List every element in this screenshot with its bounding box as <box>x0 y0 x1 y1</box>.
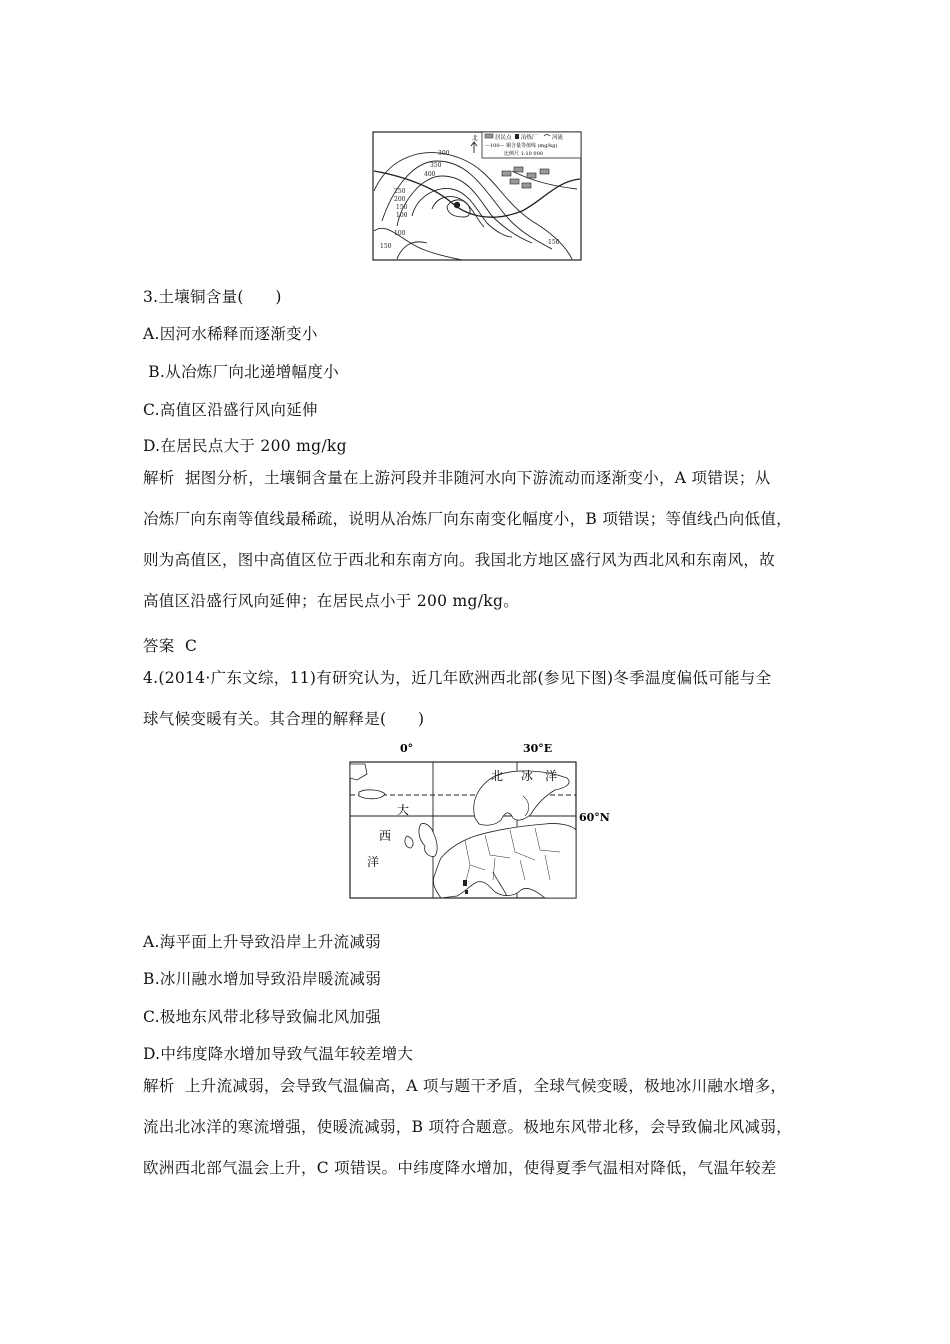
q4-analysis-heading: 解析 <box>143 1077 175 1095</box>
contour-label: 150 <box>548 239 560 246</box>
q4-option-b: B.冰川融水增加导致沿岸暖流减弱 <box>143 970 382 988</box>
legend-smelter: 冶炼厂 <box>521 135 538 141</box>
q3-option-c: C.高值区沿盛行风向延伸 <box>143 401 318 419</box>
contour-label: 350 <box>430 162 442 169</box>
legend-isoline-sample: —100— <box>485 143 505 149</box>
contour-label: 100 <box>394 230 406 237</box>
q3-option-d: D.在居民点大于 200 mg/kg <box>143 437 347 455</box>
legend-residential: 居民点 <box>495 135 512 141</box>
ocean-char-xi: 西 <box>379 829 392 843</box>
q3-analysis-line-1: 解析 据图分析，土壤铜含量在上游河段并非随河水向下游流动而逐渐变小，A 项错误；从 <box>143 458 818 499</box>
q4-stem-line-2: 球气候变暖有关。其合理的解释是( ) <box>143 710 425 728</box>
q4-option-c: C.极地东风带北移导致偏北风加强 <box>143 1008 382 1026</box>
contour-label: 250 <box>394 188 406 195</box>
contour-label: 100 <box>396 212 408 219</box>
q4-option-a: A.海平面上升导致沿岸上升流减弱 <box>143 933 381 951</box>
contour-label: 300 <box>438 150 450 157</box>
ocean-char-da: 大 <box>397 803 410 817</box>
copper-map-svg <box>372 131 582 261</box>
q4-analysis-line-3: 欧洲西北部气温会上升，C 项错误。中纬度降水增加，使得夏季气温相对降低，气温年较差 <box>143 1159 777 1177</box>
lon-30-label: 30°E <box>523 742 553 755</box>
europe-map <box>345 740 615 902</box>
contour-label: 400 <box>424 171 436 178</box>
q4-option-d: D.中纬度降水增加导致气温年较差增大 <box>143 1045 414 1063</box>
contour-label: 150 <box>380 243 392 250</box>
ocean-char-bing: 冰 <box>521 769 534 783</box>
legend-river: 河流 <box>552 135 564 141</box>
ocean-char-yang1: 洋 <box>545 769 558 783</box>
legend-isoline: 铜含量等值线 (mg/kg) <box>506 143 558 149</box>
contour-label: 200 <box>394 196 406 203</box>
ocean-char-bei: 北 <box>491 769 504 783</box>
q4-analysis-line-1: 解析 上升流减弱，会导致气温偏高，A 项与题干矛盾，全球气候变暖，极地冰川融水增多， <box>143 1066 818 1107</box>
lat-60-label: 60°N <box>579 811 610 824</box>
contour-label: 150 <box>396 204 408 211</box>
q3-analysis <box>143 458 818 622</box>
q3-answer-value: C <box>185 637 198 655</box>
q3-answer-heading: 答案 <box>143 637 175 655</box>
europe-map-svg <box>345 740 615 902</box>
q3-analysis-line-2: 冶炼厂向东南等值线最稀疏，说明从冶炼厂向东南变化幅度小，B 项错误；等值线凸向低值， <box>143 510 792 528</box>
north-label: 北 <box>472 135 479 142</box>
q3-stem: 3.土壤铜含量( ) <box>143 288 282 306</box>
q3-analysis-line-4: 高值区沿盛行风向延伸；在居民点小于 200 mg/kg。 <box>143 592 519 610</box>
lon-0-label: 0° <box>400 742 414 755</box>
q4-stem-line-1: 4.(2014·广东文综，11)有研究认为，近几年欧洲西北部(参见下图)冬季温度偏低可能与全 <box>143 669 772 687</box>
q3-option-a: A.因河水稀释而逐渐变小 <box>143 325 318 343</box>
q4-analysis-line-2: 流出北冰洋的寒流增强，使暖流减弱，B 项符合题意。极地东风带北移，会导致偏北风减弱， <box>143 1118 792 1136</box>
copper-isoline-map <box>372 131 582 261</box>
legend-scale: 比例尺 1:10 000 <box>504 151 543 157</box>
q4-analysis <box>143 1066 818 1189</box>
q4-stem <box>143 658 818 740</box>
q3-analysis-heading: 解析 <box>143 469 175 487</box>
q3-answer <box>143 634 197 656</box>
q3-analysis-line-3: 则为高值区，图中高值区位于西北和东南方向。我国北方地区盛行风为西北风和东南风，故 <box>143 551 776 569</box>
smelter-icon <box>454 202 460 208</box>
ocean-char-yang2: 洋 <box>367 855 380 869</box>
q3-option-b: B.从冶炼厂向北递增幅度小 <box>143 363 339 381</box>
